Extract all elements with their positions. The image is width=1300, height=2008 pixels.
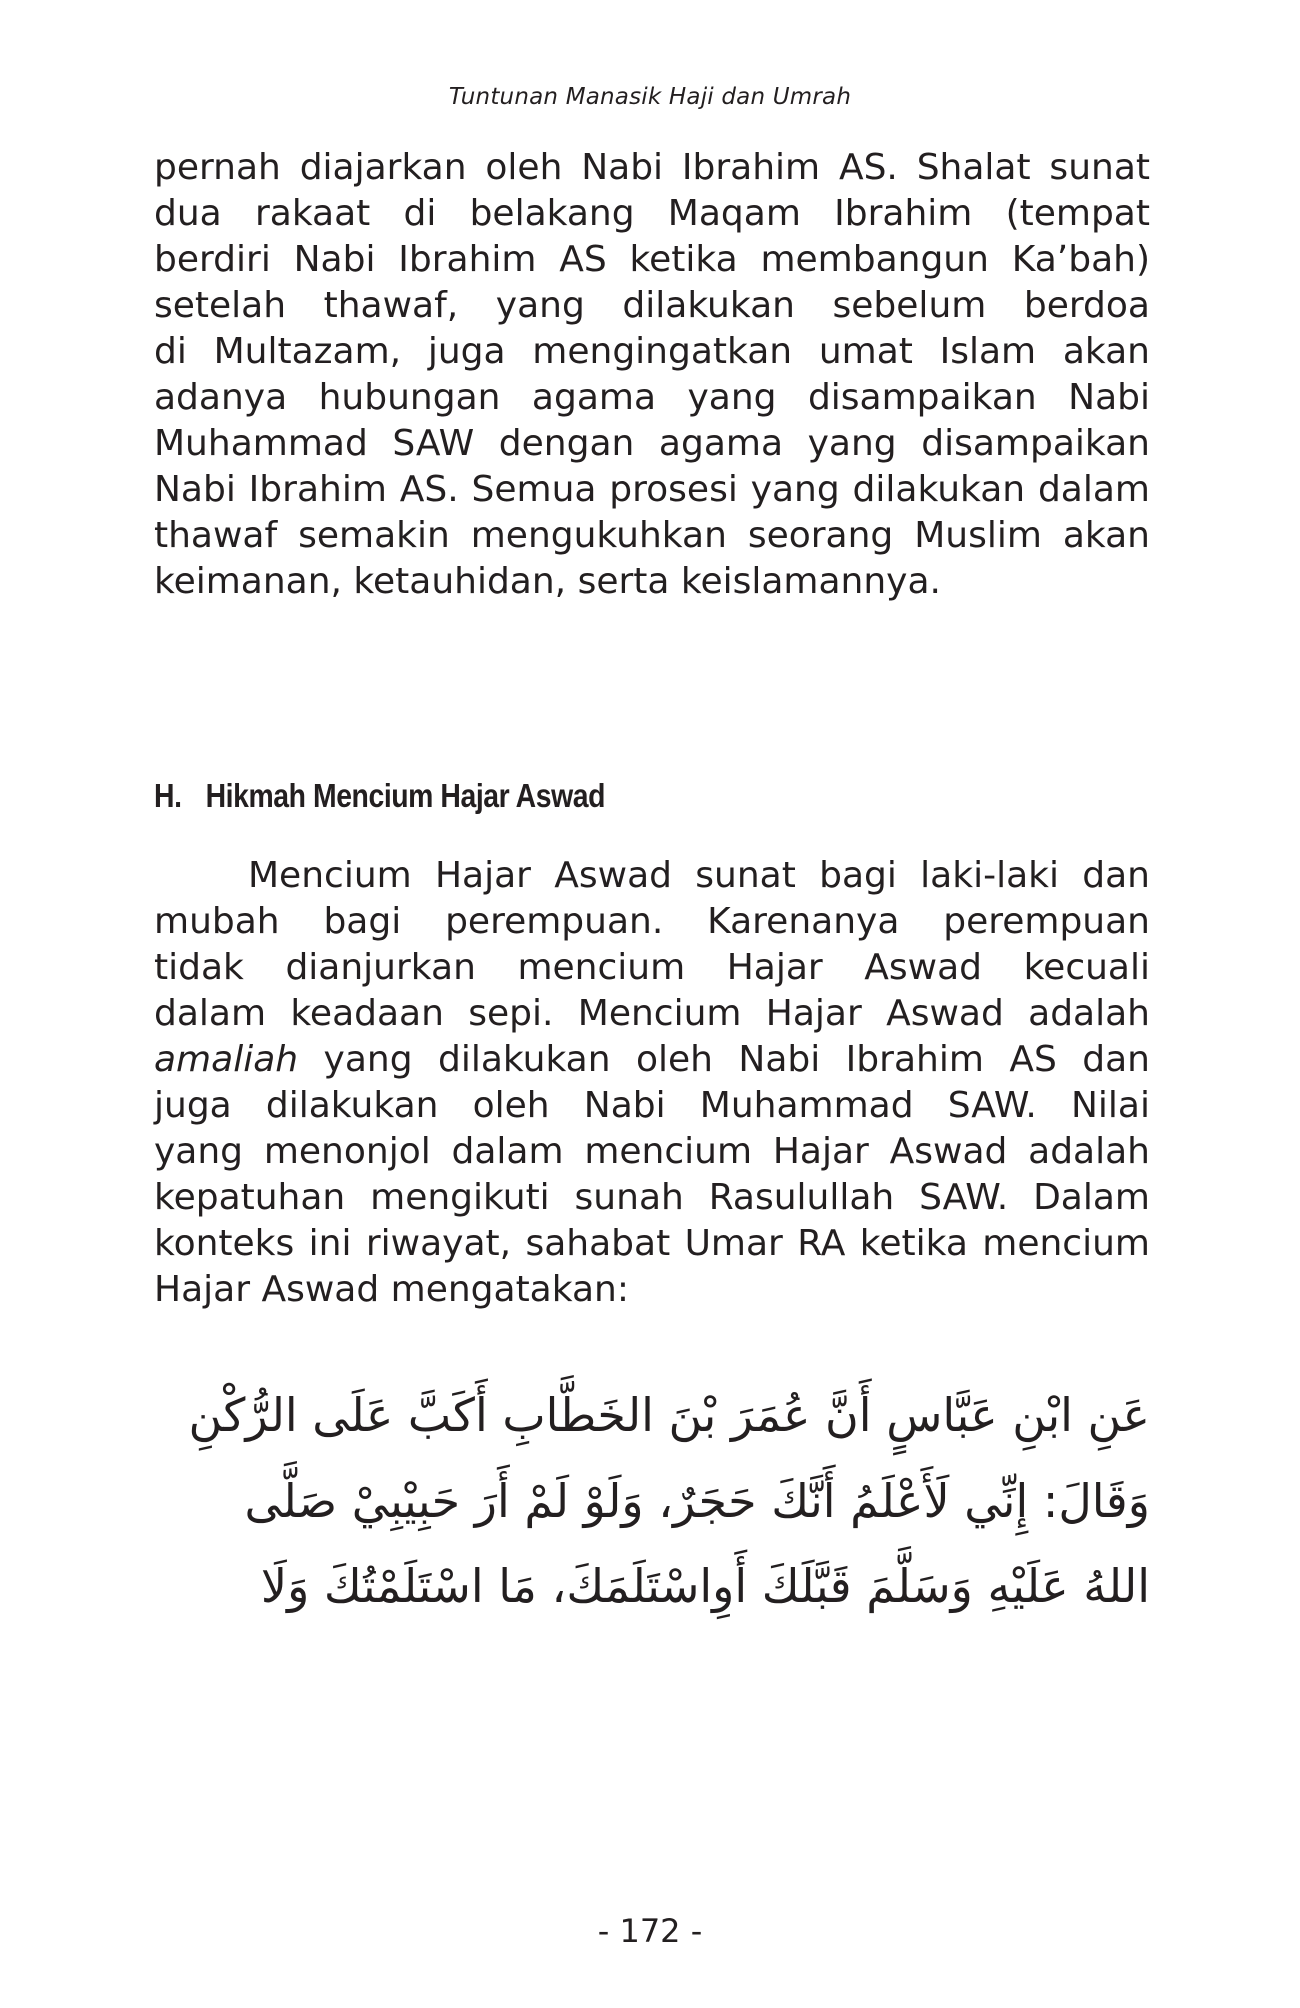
paragraph-line: Muhammad SAW dengan agama yang disampaikan [154,423,1150,464]
paragraph-line: dua rakaat di belakang Maqam Ibrahim (tempat [154,193,1150,234]
paragraph-line: tidak dianjurkan mencium Hajar Aswad kecuali [154,947,1150,988]
section-marker: H. [154,777,182,814]
section-heading [154,771,1011,821]
page-number: - 172 - [597,1912,703,1950]
paragraph-line: dalam keadaan sepi. Mencium Hajar Aswad adalah [154,993,1150,1034]
paragraph-line: juga dilakukan oleh Nabi Muhammad SAW. Nilai [154,1085,1150,1126]
arabic-line: عَنِ ابْنِ عَبَّاسٍ أَنَّ عُمَرَ بْنَ الخَطَّابِ أَكَبَّ عَلَى الرُّكْنِ [188,1388,1150,1442]
paragraph-line: mubah bagi perempuan. Karenanya perempuan [154,901,1150,942]
paragraph-line: di Multazam, juga mengingatkan umat Islam akan [154,331,1150,372]
paragraph-line: pernah diajarkan oleh Nabi Ibrahim AS. Shalat sunat [154,147,1150,188]
paragraph-line: adanya hubungan agama yang disampaikan Nabi [154,377,1150,418]
paragraph-line-with-italic [154,1035,1150,1085]
paragraph-line: yang menonjol dalam mencium Hajar Aswad adalah [154,1131,1150,1172]
italic-term: amaliah [154,1039,299,1080]
paragraph-line: Nabi Ibrahim AS. Semua prosesi yang dilakukan dalam [154,469,1150,510]
arabic-line: وَقَالَ: إِنِّي لَأَعْلَمُ أَنَّكَ حَجَرٌ، وَلَوْ لَمْ أَرَ حَبِيْبِيْ صَلَّى [244,1474,1150,1528]
paragraph-line-rest: yang dilakukan oleh Nabi Ibrahim AS dan [323,1039,1150,1080]
running-head: Tuntunan Manasik Haji dan Umrah [448,84,852,110]
paragraph-line: Hajar Aswad mengatakan: [154,1269,629,1310]
section-title: Hikmah Mencium Hajar Aswad [205,777,606,814]
arabic-line: اللهُ عَلَيْهِ وَسَلَّمَ قَبَّلَكَ أَوِاسْتَلَمَكَ، مَا اسْتَلَمْتُكَ وَلَا [260,1559,1150,1613]
paragraph-line: thawaf semakin mengukuhkan seorang Muslim akan [154,515,1150,556]
paragraph-line: keimanan, ketauhidan, serta keislamannya. [154,561,941,602]
paragraph-line: Mencium Hajar Aswad sunat bagi laki-laki dan [248,855,1150,896]
paragraph-line: kepatuhan mengikuti sunah Rasulullah SAW. Dalam [154,1177,1150,1218]
paragraph-line: setelah thawaf, yang dilakukan sebelum berdoa [154,285,1150,326]
paragraph-line: konteks ini riwayat, sahabat Umar RA ketika mencium [154,1223,1150,1264]
paragraph-line: berdiri Nabi Ibrahim AS ketika membangun Ka’bah) [154,239,1150,280]
